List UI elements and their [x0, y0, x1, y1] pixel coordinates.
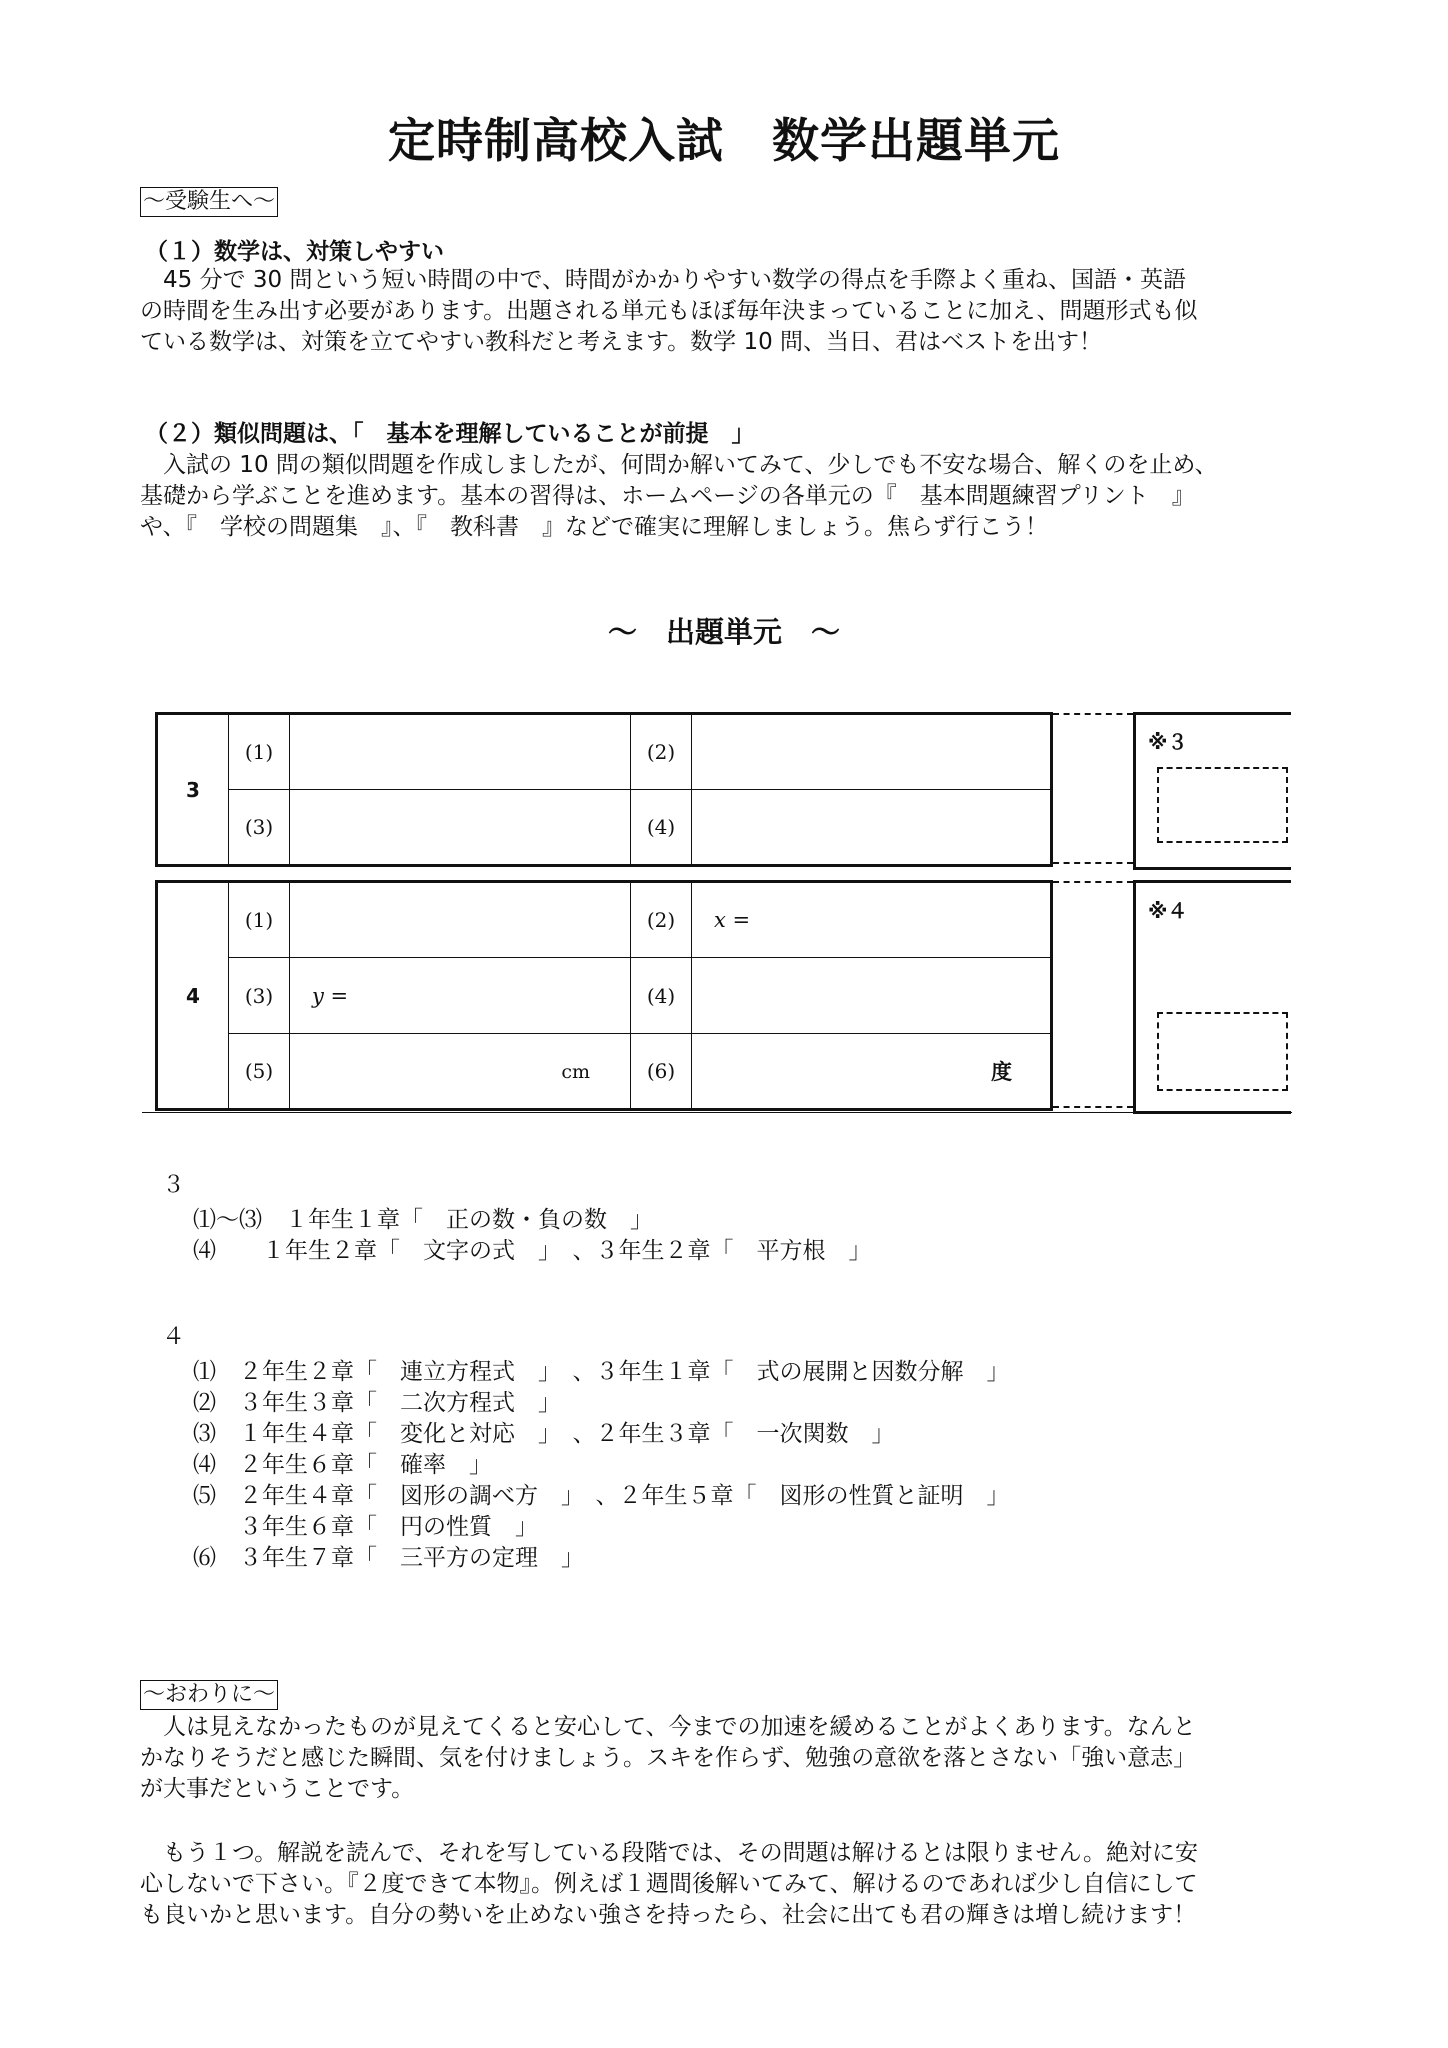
body-line: 45 分で 30 問という短い時間の中で、時間がかかりやすい数学の得点を手際よく重ね、国語・英語: [140, 267, 1187, 293]
body-line: かなりそうだと感じた瞬間、気を付けましょう。スキを作らず、勉強の意欲を落とさない「強い意志」: [140, 1745, 1197, 1771]
sub-number: (4): [631, 790, 692, 866]
sub-number: (4): [631, 958, 692, 1034]
score-field[interactable]: [1157, 1012, 1288, 1091]
divider: [142, 1112, 1292, 1113]
answer-cell[interactable]: [692, 1034, 1052, 1110]
body-line: が大事だということです。: [140, 1776, 415, 1802]
unit-degree: 度: [991, 1060, 1012, 1084]
answer-cell[interactable]: [692, 958, 1052, 1034]
sub-number: (3): [229, 790, 290, 866]
list-item: ⑴～⑶ １年生１章「 正の数・負の数 」: [193, 1207, 653, 1233]
intro-label: ～受験生へ～: [140, 187, 278, 217]
sub-number: (1): [229, 714, 290, 790]
answer-cell[interactable]: [290, 958, 631, 1034]
units-title: ～ 出題単元 ～: [607, 615, 840, 649]
units-q4-list: [193, 1357, 1293, 1574]
x-prefix: x =: [714, 908, 751, 932]
list-item: ⑷ １年生２章「 文字の式 」 、３年生２章「 平方根 」: [193, 1238, 872, 1264]
body-line: や、『 学校の問題集 』、『 教科書 』などで確実に理解しましょう。焦らず行こう！: [140, 514, 1049, 540]
list-item: ⑶ １年生４章「 変化と対応 」 、２年生３章「 一次関数 」: [193, 1421, 895, 1447]
sub-number: (6): [631, 1034, 692, 1110]
section-1-heading: （１）数学は、対策しやすい: [145, 239, 444, 265]
sub-number: (2): [631, 882, 692, 958]
list-item: ⑷ ２年生６章「 確率 」: [193, 1452, 492, 1478]
units-q4-heading: ４: [162, 1324, 185, 1350]
list-item: ⑴ ２年生２章「 連立方程式 」 、３年生１章「 式の展開と因数分解 」: [193, 1359, 1010, 1385]
connector-line: [1053, 881, 1133, 883]
y-prefix: y =: [312, 983, 349, 1008]
connector-line: [1053, 713, 1133, 715]
answer-cell[interactable]: [290, 714, 631, 790]
section-2-heading: （２）類似問題は、「 基本を理解していることが前提 」: [145, 421, 755, 447]
outro-paragraph-1: [140, 1712, 1340, 1805]
score-mark: ※３: [1148, 730, 1188, 754]
question-number: 3: [157, 714, 229, 866]
connector-line: [1053, 862, 1133, 864]
body-line: 基礎から学ぶことを進めます。基本の習得は、ホームページの各単元の『 基本問題練習プリント 』: [140, 483, 1195, 509]
sub-number: (2): [631, 714, 692, 790]
body-line: の時間を生み出す必要があります。出題される単元もほぼ毎年決まっていることに加え、問題形式も似: [140, 298, 1198, 324]
answer-table-q3: [155, 712, 1053, 867]
score-field[interactable]: [1157, 767, 1288, 843]
body-line: 入試の 10 問の類似問題を作成しましたが、何問か解いてみて、少しでも不安な場合、解くのを止め、: [140, 452, 1218, 478]
body-line: 人は見えなかったものが見えてくると安心して、今までの加速を緩めることがよくあります。なんと: [140, 1714, 1196, 1740]
section-2-body: [140, 450, 1340, 543]
body-line: ている数学は、対策を立てやすい教科だと考えます。数学 10 問、当日、君はベストを出す！: [140, 329, 1103, 355]
answer-cell[interactable]: [692, 882, 1052, 958]
list-item: ⑵ ３年生３章「 二次方程式 」: [193, 1390, 561, 1416]
connector-line: [1053, 1106, 1133, 1108]
answer-cell[interactable]: [290, 790, 631, 866]
answer-table-q4: [155, 880, 1053, 1111]
answer-cell[interactable]: [290, 1034, 631, 1110]
sub-number: (5): [229, 1034, 290, 1110]
list-item: ⑸ ２年生４章「 図形の調べ方 」 、２年生５章「 図形の性質と証明 」: [193, 1483, 1010, 1509]
sub-number: (1): [229, 882, 290, 958]
score-mark: ※４: [1148, 899, 1188, 923]
list-item: ３年生６章「 円の性質 」: [193, 1514, 538, 1540]
units-q3-list: [193, 1205, 1293, 1267]
body-line: もう１つ。解説を読んで、それを写している段階では、その問題は解けるとは限りません。絶対に安: [140, 1840, 1198, 1866]
answer-cell[interactable]: [692, 790, 1052, 866]
unit-cm: cm: [561, 1061, 590, 1083]
question-number: 4: [157, 882, 229, 1110]
sub-number: (3): [229, 958, 290, 1034]
outro-paragraph-2: [140, 1838, 1340, 1931]
body-line: 心しないで下さい。『２度できて本物』。例えば１週間後解いてみて、解けるのであれば少し自信にして: [140, 1871, 1198, 1897]
outro-label: ～おわりに～: [140, 1680, 278, 1710]
list-item: ⑹ ３年生７章「 三平方の定理 」: [193, 1545, 584, 1571]
body-line: も良いかと思います。自分の勢いを止めない強さを持ったら、社会に出ても君の輝きは増し続けます！: [140, 1902, 1197, 1928]
answer-cell[interactable]: [290, 882, 631, 958]
units-q3-heading: ３: [162, 1172, 185, 1198]
page-title: 定時制高校入試 数学出題単元: [388, 114, 1060, 169]
answer-cell[interactable]: [692, 714, 1052, 790]
section-1-body: [140, 265, 1340, 358]
